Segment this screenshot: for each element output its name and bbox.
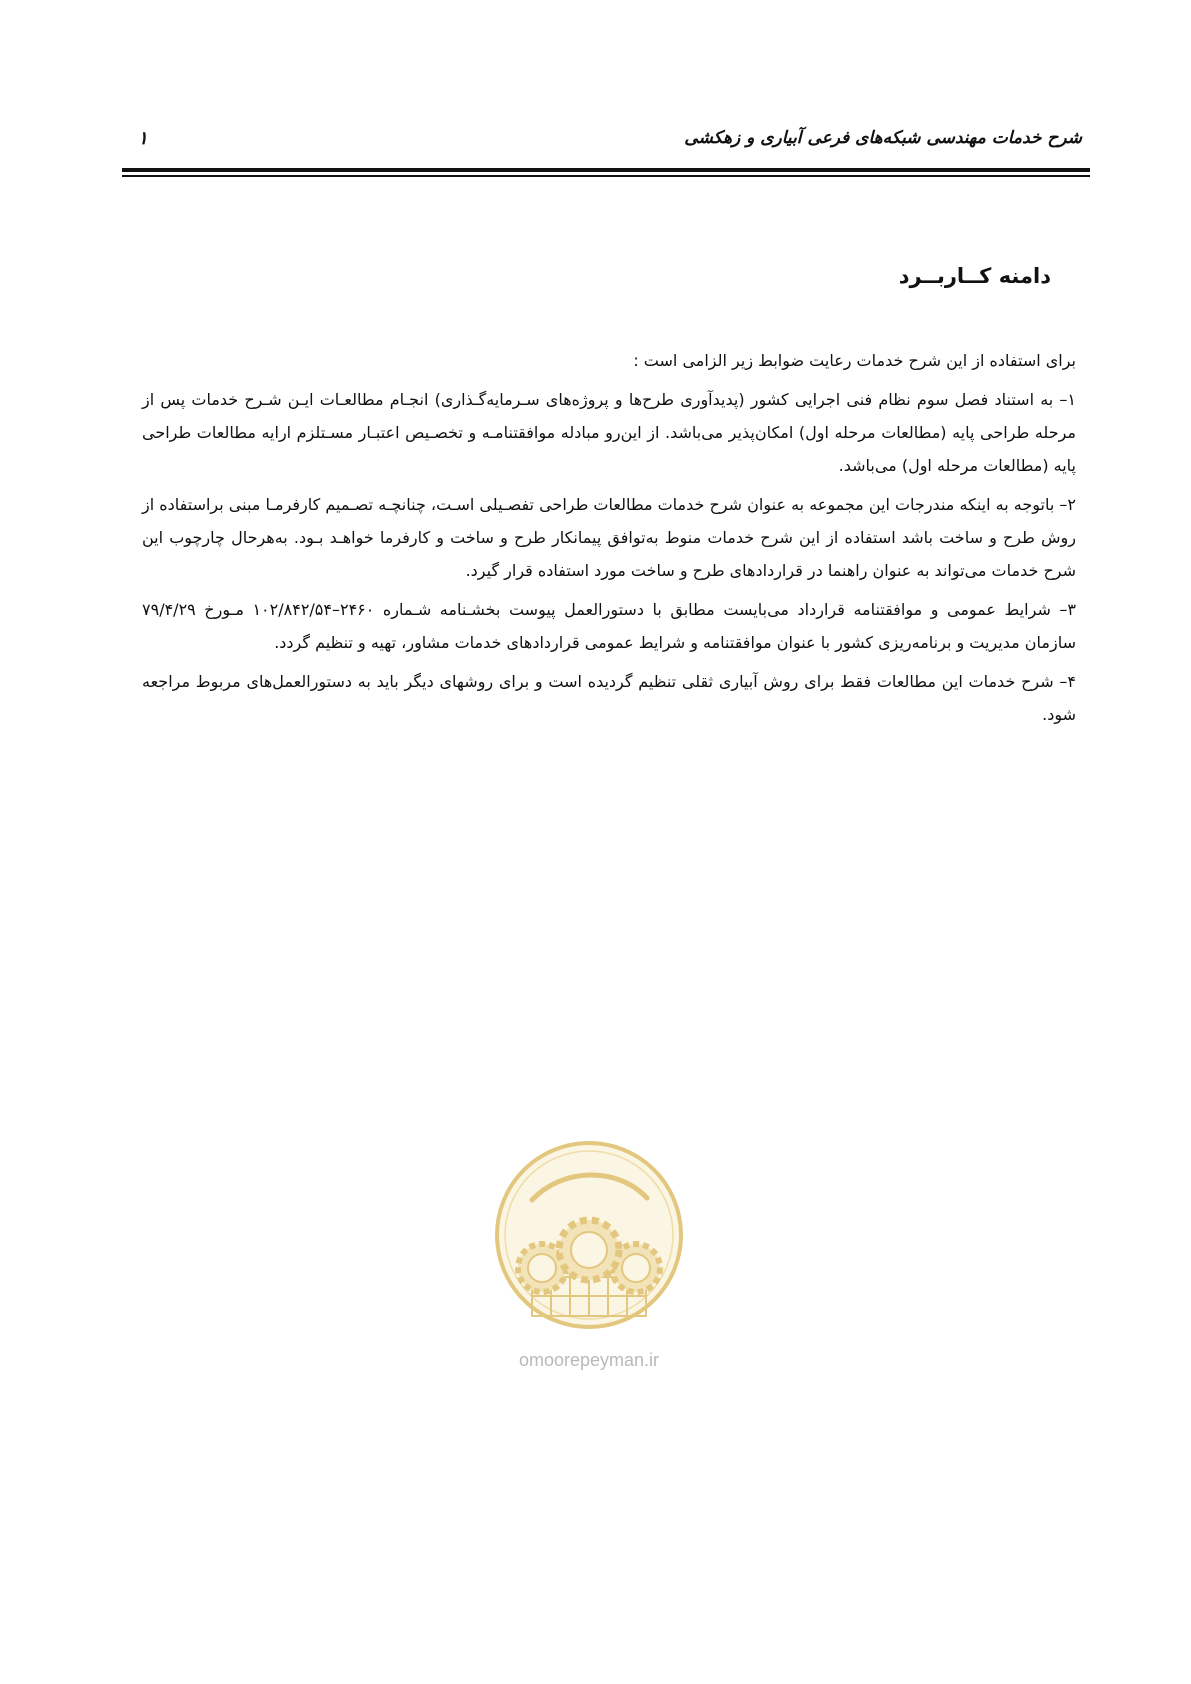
page-header xyxy=(122,124,1082,160)
clause-2: ۲– باتوجه به اینکه مندرجات این مجموعه به عنوان شرح خدمات مطالعات طراحی تفصـیلی اسـت، چنانچـه تصـمیم کارفرمـا مبنی براستفاده از روش طرح و ساخت باشد استفاده از این شرح خدمات منوط به‌توافق پیمانکار طرح و ساخت و کارفرما خواهـد بـود. به‌هرحال چارچوب این شرح خدمات می‌تواند به عنوان راهنما در قراردادهای طرح و ساخت مورد استفاده قرار گیرد. xyxy=(142,495,1076,580)
watermark-logo xyxy=(492,1138,686,1378)
page-number: ۱ xyxy=(138,128,148,149)
intro-paragraph: برای استفاده از این شرح خدمات رعایت ضوابط زیر الزامی است : xyxy=(633,351,1076,370)
gear-center-icon xyxy=(559,1220,619,1280)
header-rule-thick xyxy=(122,168,1090,172)
gear-left-icon xyxy=(518,1244,566,1292)
header-rule-thin xyxy=(122,175,1090,177)
section-title: دامنه کــاربــرد xyxy=(898,264,1051,288)
watermark-seal xyxy=(492,1138,686,1348)
body-text xyxy=(142,344,1076,737)
clause-4: ۴– شرح خدمات این مطالعات فقط برای روش آبیاری ثقلی تنظیم گردیده است و برای روشهای دیگر باید به دستورالعمل‌های مربوط مراجعه شود. xyxy=(142,672,1076,724)
clause-1: ۱– به استناد فصل سوم نظام فنی اجرایی کشور (پدیدآوری طرح‌ها و پروژه‌های سـرمایه‌گـذاری) انجـام مطالعـات ایـن شـرح خدمات پس از مرحله طراحی پایه (مطالعات مرحله اول) امکان‌پذیر می‌باشد. از این‌رو مبادله موافقتنامـه و تخصـیص اعتبـار مسـتلزم ارایه مطالعات طراحی پایه (مطالعات مرحله اول) می‌باشد. xyxy=(142,390,1076,475)
watermark-url: omoorepeyman.ir xyxy=(518,1350,660,1370)
running-title: شرح خدمات مهندسی شبکه‌های فرعی آبیاری و زهکشی xyxy=(684,128,1082,148)
clause-3: ۳– شرایط عمومی و موافقتنامه قرارداد می‌بایست مطابق با دستورالعمل پیوست بخشـنامه شـماره ۲۴۶۰–۱۰۲/۸۴۲/۵۴ مـورخ ۷۹/۴/۲۹ سازمان مدیریت و برنامه‌ریزی کشور با عنوان موافقتنامه و شرایط عمومی قراردادهای خدمات مشاور، تهیه و تنظیم گردد. xyxy=(142,600,1077,652)
